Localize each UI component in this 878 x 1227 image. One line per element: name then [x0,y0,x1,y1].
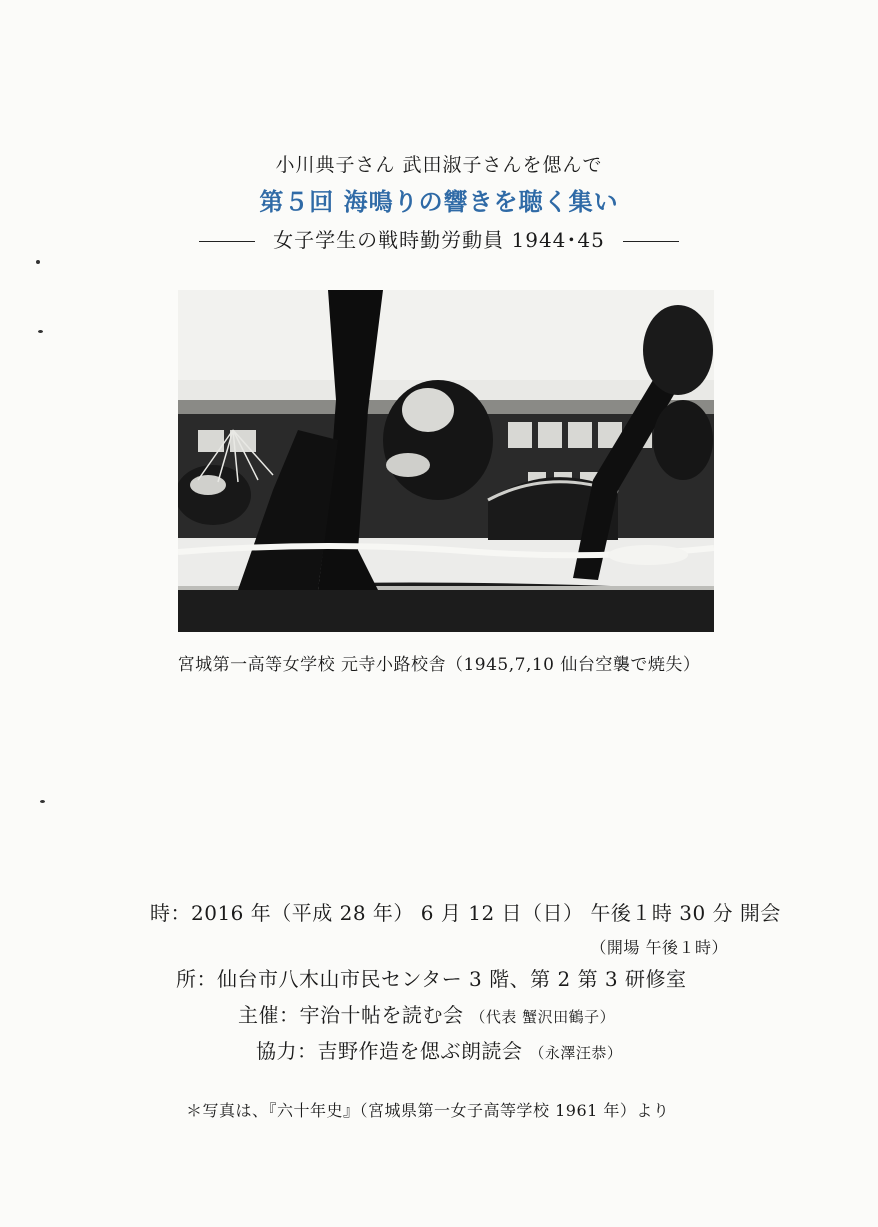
scan-speck [38,330,43,333]
doors-open: （開場 午後１時） [590,938,728,957]
cooperation-line [256,1035,622,1064]
school-building-photo [178,290,714,632]
memorial-line: 小川典子さん 武田淑子さんを偲んで [275,154,603,176]
host-representative: （代表 蟹沢田鶴子） [470,1008,616,1026]
cooperation-name: 協力：吉野作造を偲ぶ朗読会 [256,1039,523,1063]
cooperation-representative: （永澤汪恭） [529,1044,623,1062]
scan-speck [36,260,40,264]
scan-speck [40,800,45,803]
event-title: 第５回 海鳴りの響きを聴く集い [259,187,619,216]
event-time: 時：2016 年（平成 28 年） 6 月 12 日（日） 午後１時 30 分 開会 [150,901,781,925]
right-dash [623,241,679,242]
photo-caption: 宮城第一高等女学校 元寺小路校舎（1945,7,10 仙台空襲で焼失） [177,655,701,675]
host-name: 主催：宇治十帖を読む会 [238,1003,464,1027]
photo-source-note: ＊写真は、『六十年史』（宮城県第一女子高等学校 1961 年）より [186,1101,670,1120]
theme-text: 女子学生の戦時勤労動員 1944･45 [273,228,605,252]
left-dash [199,241,255,242]
theme-line [0,224,878,253]
school-photo-drawing [178,290,714,632]
event-place: 所：仙台市八木山市民センター 3 階、第 2 第 3 研修室 [176,967,687,991]
host-line [238,999,615,1028]
